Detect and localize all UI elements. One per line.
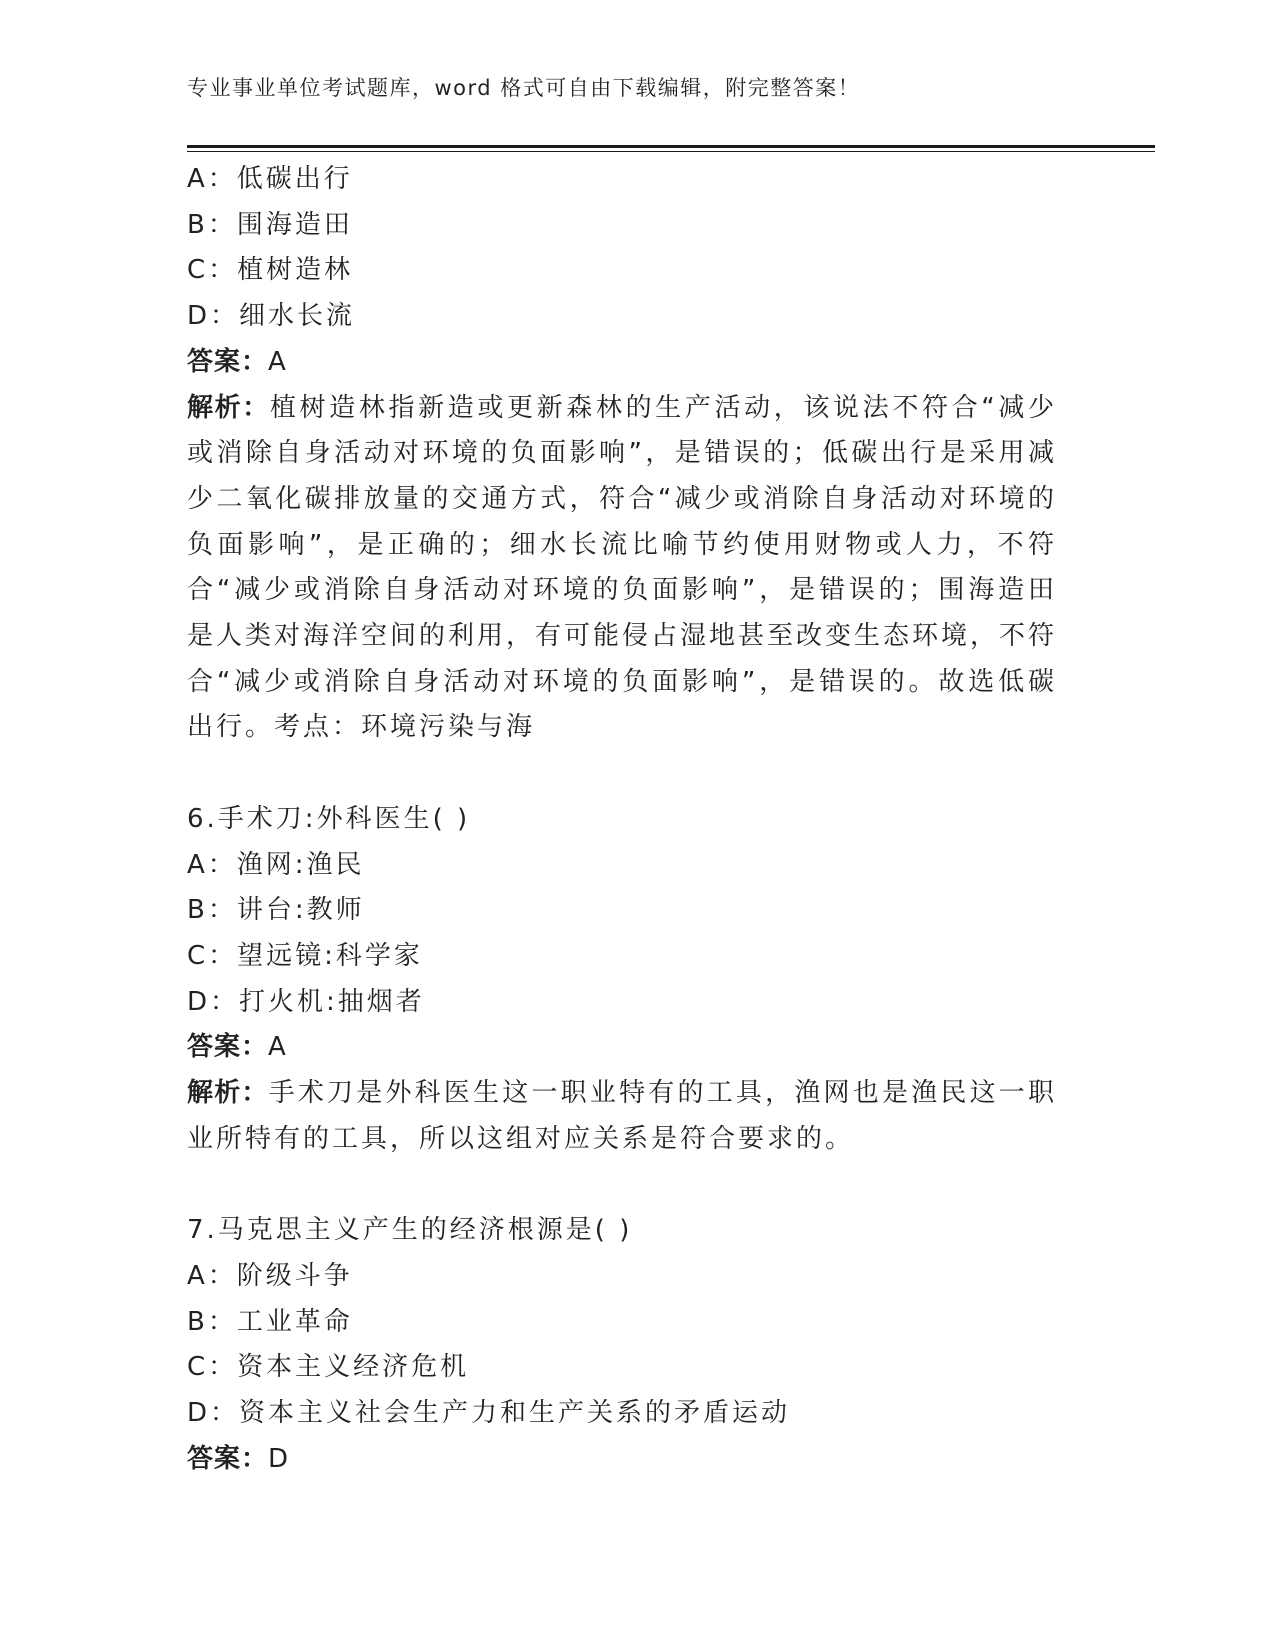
option-b: B：围海造田 — [187, 209, 353, 240]
answer-label: 答案： — [187, 1443, 269, 1474]
analysis-text: 手术刀是外科医生这一职业特有的工具，渔网也是渔民这一职业所特有的工具，所以这组对应关系是符合要求的。 — [187, 1078, 1057, 1154]
option-a: A：渔网:渔民 — [187, 849, 365, 880]
analysis-label: 解析： — [187, 392, 270, 423]
answer-label: 答案： — [187, 346, 269, 377]
analysis-paragraph — [187, 386, 1057, 752]
header-rule-thick — [187, 145, 1155, 148]
document-body — [187, 157, 1057, 1482]
question-stem: 7.马克思主义产生的经济根源是( ) — [187, 1215, 633, 1246]
option-a: A：低碳出行 — [187, 164, 353, 194]
answer-line — [187, 1437, 1057, 1483]
option-c: C：植树造林 — [187, 255, 354, 286]
analysis-label: 解析： — [187, 1078, 269, 1109]
answer-value: A — [268, 1032, 289, 1063]
spacer — [187, 1162, 1057, 1208]
answer-line — [187, 340, 1057, 386]
option-c: C：望远镜:科学家 — [187, 940, 423, 971]
answer-label: 答案： — [187, 1032, 269, 1063]
answer-value: A — [268, 346, 289, 377]
option-a: A：阶级斗争 — [187, 1260, 353, 1291]
spacer — [187, 751, 1057, 797]
answer-line — [187, 1025, 1057, 1071]
answer-value: D — [268, 1443, 292, 1474]
option-d: D：资本主义社会生产力和生产关系的矛盾运动 — [187, 1397, 791, 1428]
analysis-text: 植树造林指新造或更新森林的生产活动，该说法不符合“减少或消除自身活动对环境的负面影响”，是错误的；低碳出行是采用减少二氧化碳排放量的交通方式，符合“减少或消除自身活动对环境的负面影响”，是正确的；细水长流比喻节约使用财物或人力，不符合“减少或消除自身活动对环境的负面影响”，是错误的；围海造田是人类对海洋空间的利用，有可能侵占湿地甚至改变生态环境，不符合“减少或消除自身活动对环境的负面影响”，是错误的。故选低碳出行。考点：环境污染与海 — [187, 392, 1058, 743]
question-stem: 6.手术刀:外科医生( ) — [187, 803, 471, 834]
analysis-paragraph — [187, 1071, 1057, 1162]
option-b: B：工业革命 — [187, 1306, 353, 1337]
option-b: B：讲台:教师 — [187, 895, 365, 926]
page-header: 专业事业单位考试题库，word 格式可自由下载编辑，附完整答案！ — [187, 76, 861, 100]
option-d: D：打火机:抽烟者 — [187, 986, 425, 1017]
option-d: D：细水长流 — [187, 301, 356, 332]
header-rule-thin — [187, 151, 1155, 152]
option-c: C：资本主义经济危机 — [187, 1352, 470, 1383]
